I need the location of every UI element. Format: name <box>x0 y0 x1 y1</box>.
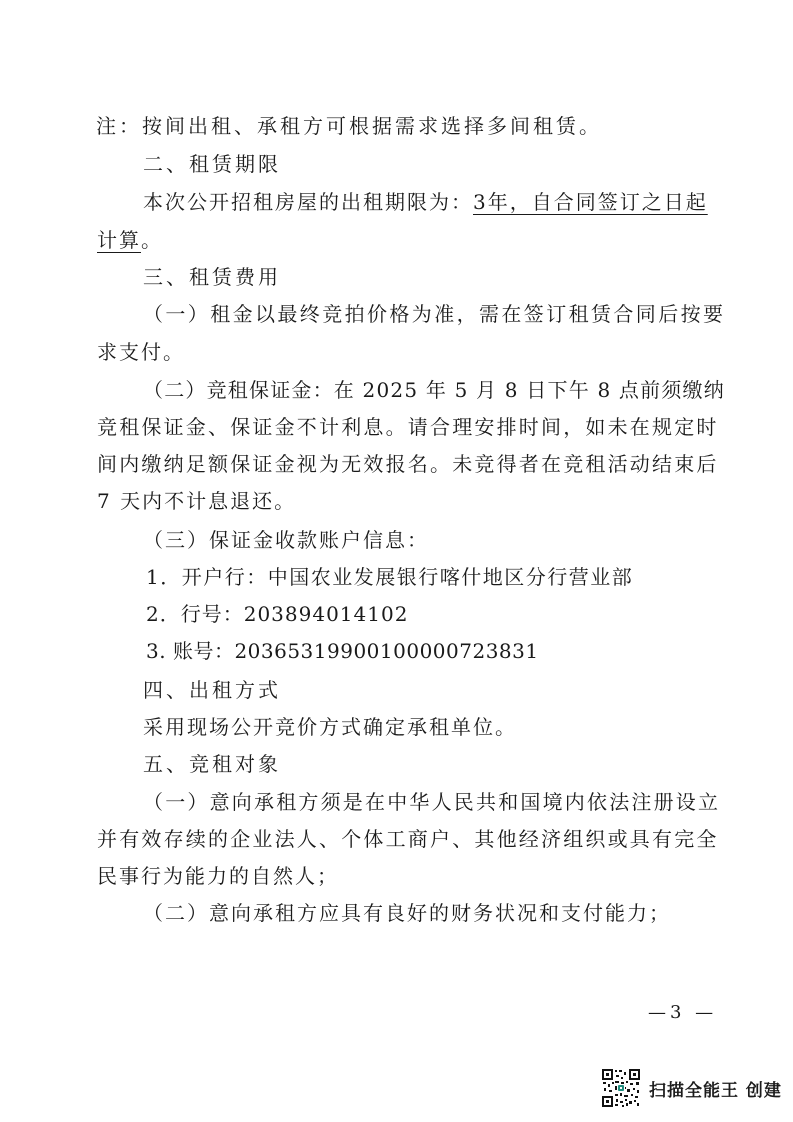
section2-title: 二、租赁期限 <box>143 152 281 176</box>
section2-body-line2 <box>97 226 163 254</box>
section4-body: 采用现场公开竞价方式确定承租单位。 <box>143 715 517 739</box>
note-line <box>96 112 602 140</box>
qr-code-icon <box>601 1068 641 1108</box>
section5-item1-line1: （一）意向承租方须是在中华人民共和国境内依法注册设立 <box>143 790 721 814</box>
section3-item1-line1: （一）租金以最终竞拍价格为准，需在签订租赁合同后按要 <box>143 302 726 326</box>
scanner-watermark <box>601 1066 791 1110</box>
note-prefix: 注： <box>96 114 142 138</box>
section3-item3: （三）保证金收款账户信息： <box>143 528 429 552</box>
section2-term-underlined-2: 计算 <box>97 228 141 252</box>
section2-body-a: 本次公开招租房屋的出租期限为： <box>143 190 473 214</box>
note-text: 按间出租、承租方可根据需求选择多间租赁。 <box>142 114 602 138</box>
scanner-brand-text: 扫描全能王 创建 <box>649 1080 782 1101</box>
account-bank: 1．开户行：中国农业发展银行喀什地区分行营业部 <box>146 565 634 589</box>
section2-term-underlined: 3年，自合同签订之日起 <box>473 190 708 214</box>
section3-item1-line2: 求支付。 <box>97 340 185 364</box>
section3-title: 三、租赁费用 <box>143 265 281 289</box>
section5-item1-line3: 民事行为能力的自然人； <box>97 864 339 888</box>
section2-body-line1 <box>143 188 708 216</box>
section5-item2: （二）意向承租方应具有良好的财务状况和支付能力； <box>143 901 671 925</box>
account-number: 3. 账号：20365319900100000723831 <box>146 639 539 663</box>
section5-title: 五、竞租对象 <box>143 752 281 776</box>
section4-title: 四、出租方式 <box>143 678 281 702</box>
page-number: —3 — <box>648 1002 718 1023</box>
section2-body-end: 。 <box>141 228 163 252</box>
account-bank-number: 2．行号：203894014102 <box>146 602 409 626</box>
section3-item2-line3: 间内缴纳足额保证金视为无效报名。未竞得者在竞租活动结束后 <box>97 452 719 476</box>
section3-item2-line2: 竞租保证金、保证金不计利息。请合理安排时间，如未在规定时 <box>97 415 719 439</box>
section3-item2-line1: （二）竞租保证金：在 2025 年 5 月 8 日下午 8 点前须缴纳 <box>143 378 725 402</box>
section3-item2-line4: 7 天内不计息退还。 <box>97 489 297 513</box>
section5-item1-line2: 并有效存续的企业法人、个体工商户、其他经济组织或具有完全 <box>97 827 719 851</box>
